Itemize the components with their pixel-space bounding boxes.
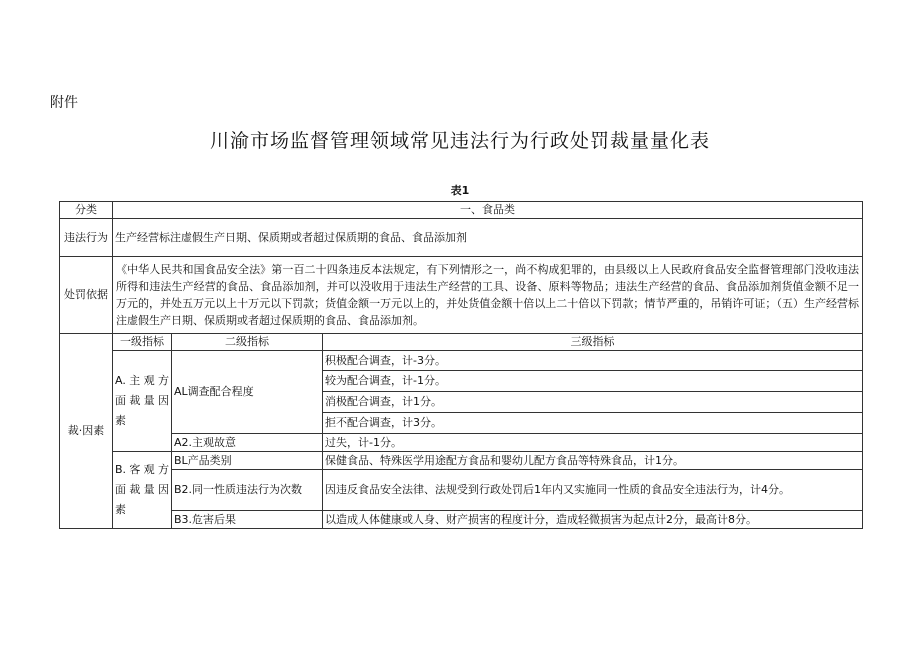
header-level2: 二级指标 [172, 334, 323, 351]
category-row [60, 202, 863, 219]
header-level3: 三级指标 [323, 334, 863, 351]
document-title: 川渝市场监督管理领域常见违法行为行政处罚裁量量化表 [209, 130, 710, 152]
attachment-label: 附件 [50, 95, 78, 111]
factors-label: 裁·因素 [60, 334, 113, 529]
a1-item: 较为配合调查，计-1分。 [323, 371, 863, 392]
a2-value: 过失，计-1分。 [323, 434, 863, 452]
table-caption: 表1 [450, 184, 470, 197]
factor-row [60, 351, 863, 371]
b2-value: 因违反食品安全法律、法规受到行政处罚后1年内又实施同一性质的食品安全违法行为，计4分。 [323, 470, 863, 511]
violation-label: 违法行为 [60, 219, 113, 257]
factor-row [60, 452, 863, 470]
a1-item: 拒不配合调查，计3分。 [323, 413, 863, 434]
category-label: 分类 [60, 202, 113, 219]
basis-row [60, 257, 863, 334]
basis-value: 《中华人民共和国食品安全法》第一百二十四条违反本法规定，有下列情形之一，尚不构成犯罪的，由县级以上人民政府食品安全监督管理部门没收违法所得和违法生产经营的食品、食品添加剂，并可以没收用于违法生产经营的工具、设备、原料等物品；违法生产经营的食品、食品添加剂货值金额不足一万元的，并处五万元以上十万元以下罚款；货值金额一万元以上的，并处货值金额十倍以上二十倍以下罚款；情节严重的，吊销许可证；（五）生产经营标注虚假生产日期、保质期或者超过保质期的食品、食品添加剂。 [113, 257, 863, 334]
b3-value: 以造成人体健康或人身、财产损害的程度计分，造成轻微损害为起点计2分，最高计8分。 [323, 511, 863, 529]
a1-item: 消极配合调查，计1分。 [323, 392, 863, 413]
factor-row [60, 470, 863, 511]
violation-row [60, 219, 863, 257]
violation-value: 生产经营标注虚假生产日期、保质期或者超过保质期的食品、食品添加剂 [113, 219, 863, 257]
group-a-label: A.主观方面裁量因素 [113, 351, 172, 452]
b1-value: 保健食品、特殊医学用途配方食品和婴幼儿配方食品等特殊食品，计1分。 [323, 452, 863, 470]
penalty-table [59, 201, 863, 529]
factor-row [60, 434, 863, 452]
group-b-label: B.客观方面裁量因素 [113, 452, 172, 529]
category-value: 一、食品类 [113, 202, 863, 219]
b2-label: B2.同一性质违法行为次数 [172, 470, 323, 511]
b1-label: BL产品类别 [172, 452, 323, 470]
basis-label: 处罚依据 [60, 257, 113, 334]
a1-item: 积极配合调查，计-3分。 [323, 351, 863, 371]
factor-row [60, 511, 863, 529]
header-row [60, 334, 863, 351]
a2-label: A2.主观故意 [172, 434, 323, 452]
a1-label: AL调查配合程度 [172, 351, 323, 434]
header-level1: 一级指标 [113, 334, 172, 351]
b3-label: B3.危害后果 [172, 511, 323, 529]
